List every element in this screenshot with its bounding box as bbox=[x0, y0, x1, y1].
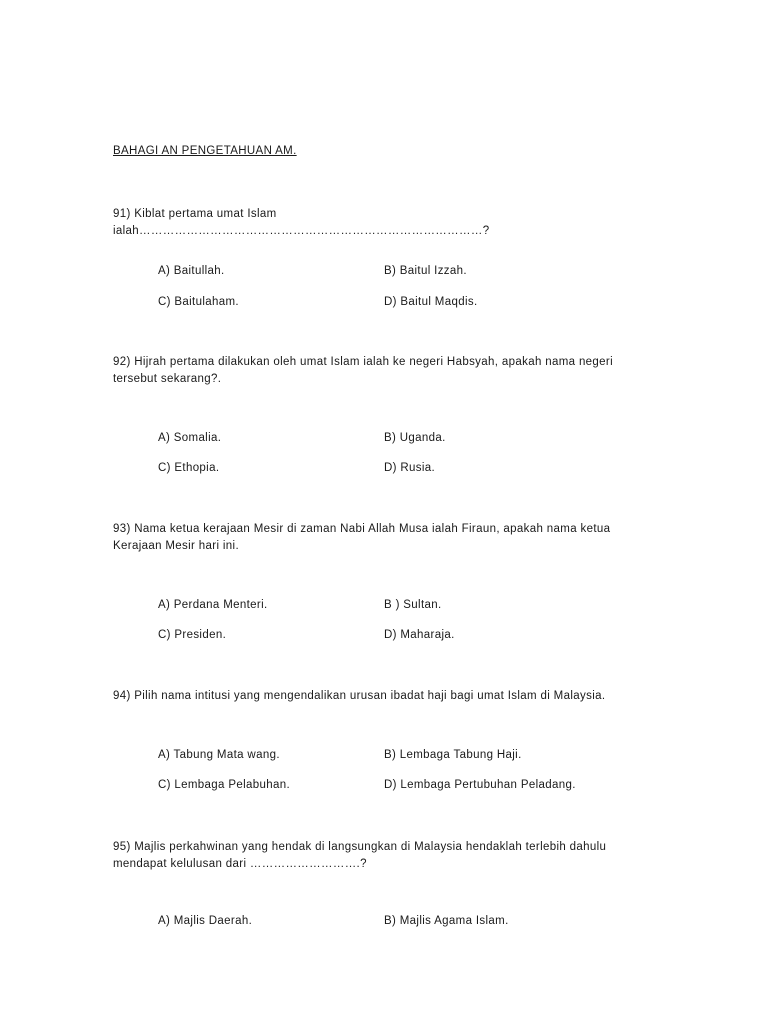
q94-option-d: D) Lembaga Pertubuhan Peladang. bbox=[384, 779, 576, 791]
q94-option-c: C) Lembaga Pelabuhan. bbox=[158, 779, 291, 791]
q93-option-b: B ) Sultan. bbox=[384, 599, 442, 611]
q93-option-a: A) Perdana Menteri. bbox=[158, 599, 268, 611]
question-92: 92) Hijrah pertama dilakukan oleh umat Islam ialah ke negeri Habsyah, apakah nama negeri tersebut sekarang?. bbox=[113, 356, 614, 385]
question-95: 95) Majlis perkahwinan yang hendak di langsungkan di Malaysia hendaklah terlebih dahulu mendapat kelulusan dari ……………………….? bbox=[113, 841, 607, 870]
q94-option-a: A) Tabung Mata wang. bbox=[158, 749, 280, 761]
q91-option-a: A) Baitullah. bbox=[158, 265, 225, 277]
q92-option-d: D) Rusia. bbox=[384, 462, 436, 474]
q93-option-c: C) Presiden. bbox=[158, 629, 227, 641]
section-title: BAHAGI AN PENGETAHUAN AM. bbox=[113, 145, 297, 157]
q95-option-b: B) Majlis Agama Islam. bbox=[384, 915, 509, 927]
q95-option-a: A) Majlis Daerah. bbox=[158, 915, 253, 927]
q91-option-c: C) Baitulaham. bbox=[158, 296, 239, 308]
q94-option-b: B) Lembaga Tabung Haji. bbox=[384, 749, 522, 761]
q93-option-d: D) Maharaja. bbox=[384, 629, 455, 641]
q92-option-c: C) Ethopia. bbox=[158, 462, 220, 474]
question-93: 93) Nama ketua kerajaan Mesir di zaman Nabi Allah Musa ialah Firaun, apakah nama ketua Kerajaan Mesir hari ini. bbox=[113, 523, 611, 552]
question-94: 94) Pilih nama intitusi yang mengendalikan urusan ibadat haji bagi umat Islam di Malaysia. bbox=[113, 690, 606, 702]
question-91: 91) Kiblat pertama umat Islam ialah……………………………………………………………………………? bbox=[113, 208, 490, 237]
q92-option-a: A) Somalia. bbox=[158, 432, 222, 444]
q91-option-d: D) Baitul Maqdis. bbox=[384, 296, 478, 308]
q91-option-b: B) Baitul Izzah. bbox=[384, 265, 467, 277]
q92-option-b: B) Uganda. bbox=[384, 432, 446, 444]
